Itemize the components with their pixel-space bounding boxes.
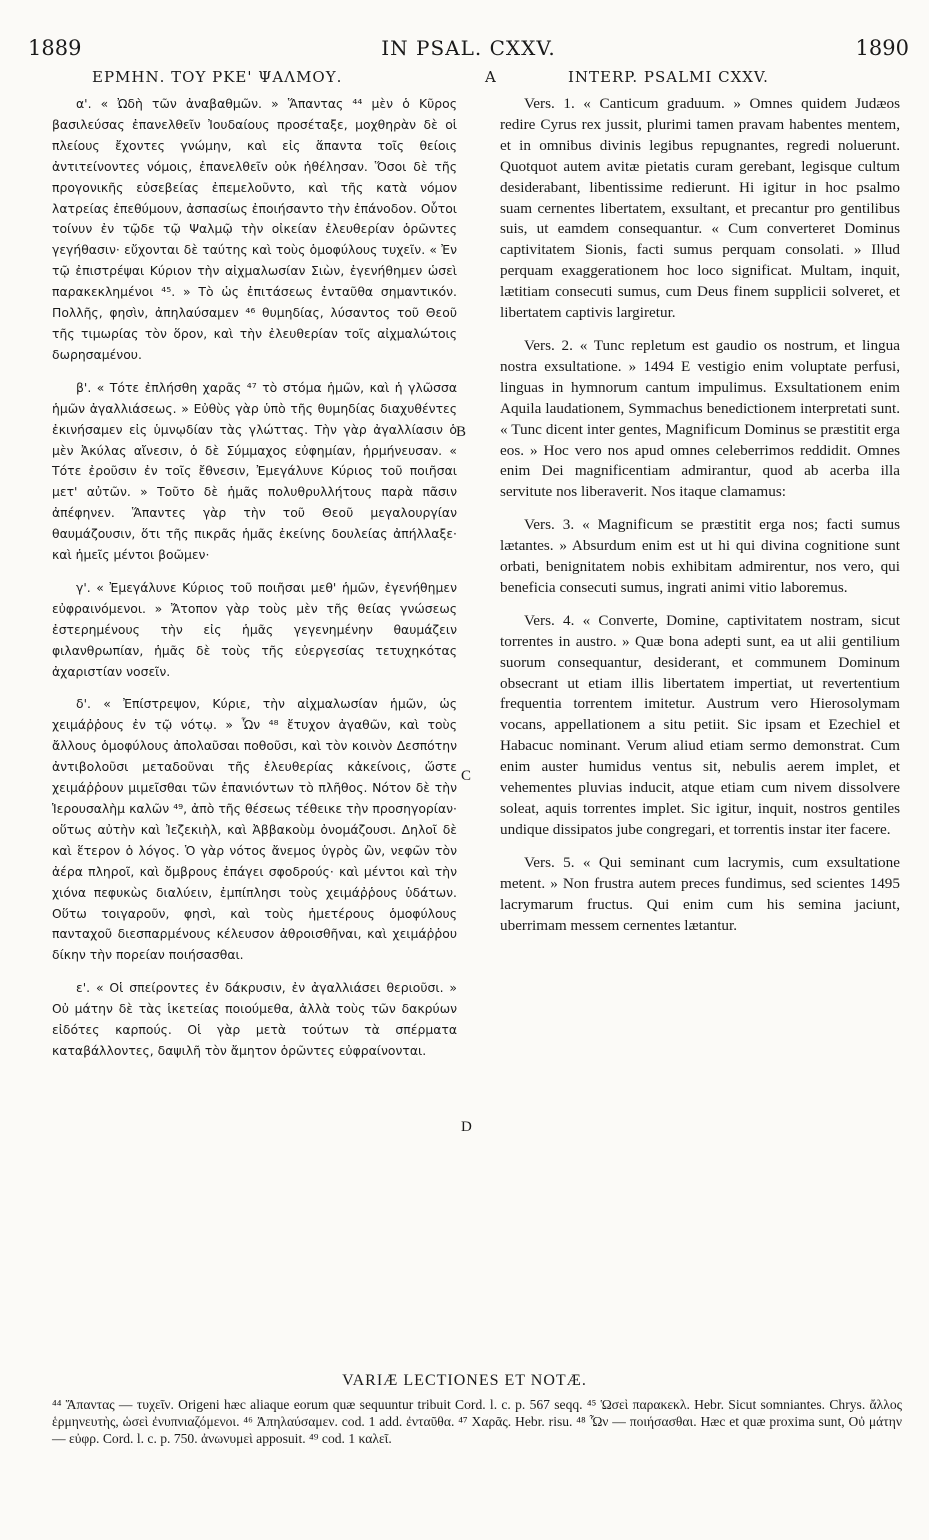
latin-column [500, 94, 900, 936]
section-marker-b: B [456, 424, 467, 440]
latin-paragraph-4: Vers. 4. « Converte, Domine, captivitatem nostram, sicut torrentes in austro. » Quæ bona adepti sunt, ea ut alii gentilium suorum consequantur, desiderant, et communem Dominum obsecrant ut etiam illis libertatem impertiat, ut revertentium frequentia torrentem imitetur. Austrum vero Hierosolymam vocans, appellationem a situ petiit. Sic ipsam et Ezechiel et Habacuc nominant. Verum aliud etiam sermo demonstrat. Cum enim auster humidus ventus sit, nebulis aerem implet, et vehementes pluvias inducit, atque etiam cum nivem dissolvere soleat, aquis torrentes implet. Sic igitur, inquit, nostros gentiles undique dissipatos jube congregari, et torrentis instar iter facere. [500, 611, 900, 838]
page-number-right: 1890 [855, 36, 909, 60]
greek-paragraph-2: β'. « Τότε ἐπλήσθη χαρᾶς ⁴⁷ τὸ στόμα ἡμῶν, καὶ ἡ γλῶσσα ἡμῶν ἀγαλλιάσεως. » Εὐθὺς γὰρ ὑπὸ τῆς θυμηδίας διαχυθέντες ἐκινήσαμεν εἰς ὑμνῳδίαν τὰς γλώττας. Τὴν γὰρ ἀγαλλίασιν ὁ μὲν Ἀκύλας αἴνεσιν, ὁ δὲ Σύμμαχος εὐφημίαν, ἡρμήνευσαν. « Τότε ἐροῦσιν ἐν τοῖς ἔθνεσιν, Ἐμεγάλυνε Κύριος τοῦ ποιῆσαι μετ' αὐτῶν. » Τοῦτο δὲ ἡμᾶς πολυθρυλλήτους παρὰ πᾶσιν ἀπέφηνεν. Ἅπαντες γὰρ τὴν τοῦ Θεοῦ μεγαλουργίαν θαυμάζουσιν, ὅτι τῆς πικρᾶς ἡμᾶς ἐκείνης δουλείας ἀπήλλαξε· καὶ ἡμεῖς μέντοι βοῶμεν· [52, 379, 457, 563]
latin-paragraph-1: Vers. 1. « Canticum graduum. » Omnes quidem Judæos redire Cyrus rex jussit, plurimi tamen pravam habentes mentem, et in omnibus divinis legibus repugnantes, regredi noluerunt. Quotquot autem avitæ pietatis curam gerebant, legisque cultum desiderabant, libentissime redierunt. Hi igitur in hoc psalmo suam cernentes libertatem, exsultant, et precantur pro gentilibus suis, ut eamdem consequantur. « Cum converteret Dominus captivitatem Sionis, facti sumus perquam consolati. » Illud perquam exaggerationem hoc loco significat. Multam, inquit, lætitiam consecuti sumus, cum Deus finem supplicii solveret, et libertatem captivis largiretur. [500, 95, 900, 322]
running-header [28, 36, 909, 64]
greek-column [52, 94, 457, 1062]
greek-paragraph-4: δ'. « Ἐπίστρεψον, Κύριε, τὴν αἰχμαλωσίαν ἡμῶν, ὡς χειμάῤῥους ἐν τῷ νότῳ. » Ὧν ⁴⁸ ἔτυχον ἀγαθῶν, καὶ τοὺς ἄλλους ὁμοφύλους ἀπολαῦσαι ποθοῦσι, καὶ τὸν κοινὸν Δεσπότην ἀντιβολοῦσι μεταδοῦναι τῆς ἐλευθερίας κἀκείνοις, ὥστε χειμάῤῥουν μιμεῖσθαι τῶν ἐπανιόντων τὸ πλῆθος. Νότον δὲ τὴν Ἱερουσαλὴμ καλῶν ⁴⁹, ἀπὸ τῆς θέσεως τέθεικε τὴν προσηγορίαν· οὕτως αὐτὴν καὶ Ἰεζεκιὴλ, καὶ Ἀββακοὺμ ὀνομάζουσι. Δηλοῖ δὲ καὶ ἕτερον ὁ λόγος. Ὁ γὰρ νότος ἄνεμος ὑγρὸς ὢν, νεφῶν τὸν ἀέρα πληροῖ, καὶ ὄμβρους ἐπάγει σφοδρούς· καὶ μέντοι καὶ τὴν χιόνα πεφυκὼς διαλύειν, ἐμπίπλησι τοὺς χειμάῤῥους ὑδάτων. Οὕτω τοιγαροῦν, φησὶ, καὶ τοὺς ἡμετέρους ὁμοφύλους πανταχοῦ διεσπαρμένους κέλευσον ἀθροισθῆναι, καὶ χειμάῤῥου δίκην τὴν πορείαν ποιήσασθαι. [52, 696, 457, 963]
page-number-left: 1889 [28, 36, 82, 60]
section-marker-a: A [485, 68, 497, 86]
section-marker-d: D [461, 1119, 472, 1135]
notes-heading: VARIÆ LECTIONES ET NOTÆ. [342, 1372, 587, 1389]
section-marker-c: C [461, 768, 472, 784]
greek-subheading: ΕΡΜΗΝ. ΤΟΥ ΡΚΕ' ΨΑΛΜΟΥ. [92, 68, 343, 86]
latin-paragraph-3: Vers. 3. « Magnificum se præstitit erga nos; facti sumus lætantes. » Absurdum enim est ut hi qui divina cognitione sunt orbati, benignitatem nobis exhibitam admirentur, nos vero, qui beneficia consecuti sumus, ingrati animi vitio laboremus. [500, 516, 900, 596]
greek-paragraph-3: γ'. « Ἐμεγάλυνε Κύριος τοῦ ποιῆσαι μεθ' ἡμῶν, ἐγενήθημεν εὐφραινόμενοι. » Ἄτοπον γὰρ τοὺς μὲν τῆς θείας γνώσεως ἐστερημένους τὴν εἰς ἡμᾶς γεγενημένην θαυμάζειν φιλανθρωπίαν, ἡμᾶς δὲ τοὺς τῆς εὐεργεσίας τετυχηκότας ἀχαριστίαν νοσεῖν. [52, 579, 457, 679]
latin-paragraph-2: Vers. 2. « Tunc repletum est gaudio os nostrum, et lingua nostra exsultatione. » 1494 E vestigio enim voluptate perfusi, linguas in hymnorum cantum impulimus. Exsultationem enim Aquila laudationem, Symmachus benedictionem interpretati sunt. « Tunc dicent inter gentes, Magnificum Dominus se præstitit erga eos. » Hoc vero nos apud omnes celeberrimos reddidit. Omnes enim Dei magnificentiam admirantur, quod ab acerba illa servitute nos liberaverit. Nos itaque clamamus: [500, 336, 900, 501]
notes-section [52, 1396, 902, 1447]
latin-paragraph-5: Vers. 5. « Qui seminant cum lacrymis, cum exsultatione metent. » Non frustra autem preces fundimus, sed scientes 1495 lacrymarum fructus. Qui enim cum his semina jaciunt, uberrimam messem cernentes lætantur. [500, 853, 900, 934]
note-text: ⁴⁴ Ἅπαντας — τυχεῖν. Origeni hæc aliaque eorum quæ sequuntur tribuit Cord. l. c. p. 567 seqq. ⁴⁵ Ὡσεὶ παρακεκλ. Hebr. Sicut somniantes. Chrys. ἄλλος ἑρμηνευτὴς, ὡσεὶ ἐνυπνιαζόμενοι. ⁴⁶ Ἀπηλαύσαμεν. cod. 1 add. ἐνταῦθα. ⁴⁷ Χαρᾶς. Hebr. risu. ⁴⁸ Ὧν — ποιήσασθαι. Hæc et quæ proxima sunt, Οὐ μάτην — εὐφρ. Cord. l. c. p. 750. ἀνωνυμεὶ apposuit. ⁴⁹ cod. 1 καλεῖ. [52, 1397, 902, 1446]
latin-subheading: INTERP. PSALMI CXXV. [568, 68, 769, 86]
header-title: IN PSAL. CXXV. [381, 36, 556, 60]
greek-paragraph-1: α'. « Ὠδὴ τῶν ἀναβαθμῶν. » Ἅπαντας ⁴⁴ μὲν ὁ Κῦρος βασιλεύσας ἐπανελθεῖν Ἰουδαίους προσέταξε, μοχθηρὰν δὲ οἱ πλείους ἔχοντες γνώμην, καὶ εἰς ἅπαντα τοῖς θείοις ἀντιτείνοντες νόμοις, ἐπανελθεῖν οὐκ ἠθέλησαν. Ὅσοι δὲ τῆς προγονικῆς εὐσεβείας ἐπεμελοῦντο, καὶ τῆς κατὰ νόμον λατρείας ἐπεθύμουν, ἀσπασίως ἐποιήσαντο τὴν ἐπάνοδον. Οὗτοι τοίνυν ἐν τῷδε τῷ Ψαλμῷ τὴν οἰκείαν ἐλευθερίαν ὁρῶντες γεγήθασιν· εὔχονται δὲ ταύτης καὶ τοὺς ὁμοφύλους τυχεῖν. « Ἐν τῷ ἐπιστρέψαι Κύριον τὴν αἰχμαλωσίαν Σιὼν, ἐγενήθημεν ὡσεὶ παρακεκλημένοι ⁴⁵. » Τὸ ὡς ἐπιτάσεως ἐνταῦθα σημαντικόν. Πολλῆς, φησὶν, ἀπηλαύσαμεν ⁴⁶ θυμηδίας, λύσαντος τοῦ Θεοῦ τῆς τιμωρίας τὸν ὅρον, καὶ τὴν ἐλευθερίαν τοῖς αἰχμαλώτοις δωρησαμένου. [52, 96, 457, 362]
greek-paragraph-5: ε'. « Οἱ σπείροντες ἐν δάκρυσιν, ἐν ἀγαλλιάσει θεριοῦσι. » Οὐ μάτην δὲ τὰς ἱκετείας ποιούμεθα, ἀλλὰ τοὺς τῶν δακρύων εἰδότες καρπούς. Οἱ γὰρ μετὰ τούτων τὰ σπέρματα καταβάλλοντες, δαψιλῆ τὸν ἄμητον ὁρῶντες εὐφραίνονται. [52, 980, 457, 1058]
